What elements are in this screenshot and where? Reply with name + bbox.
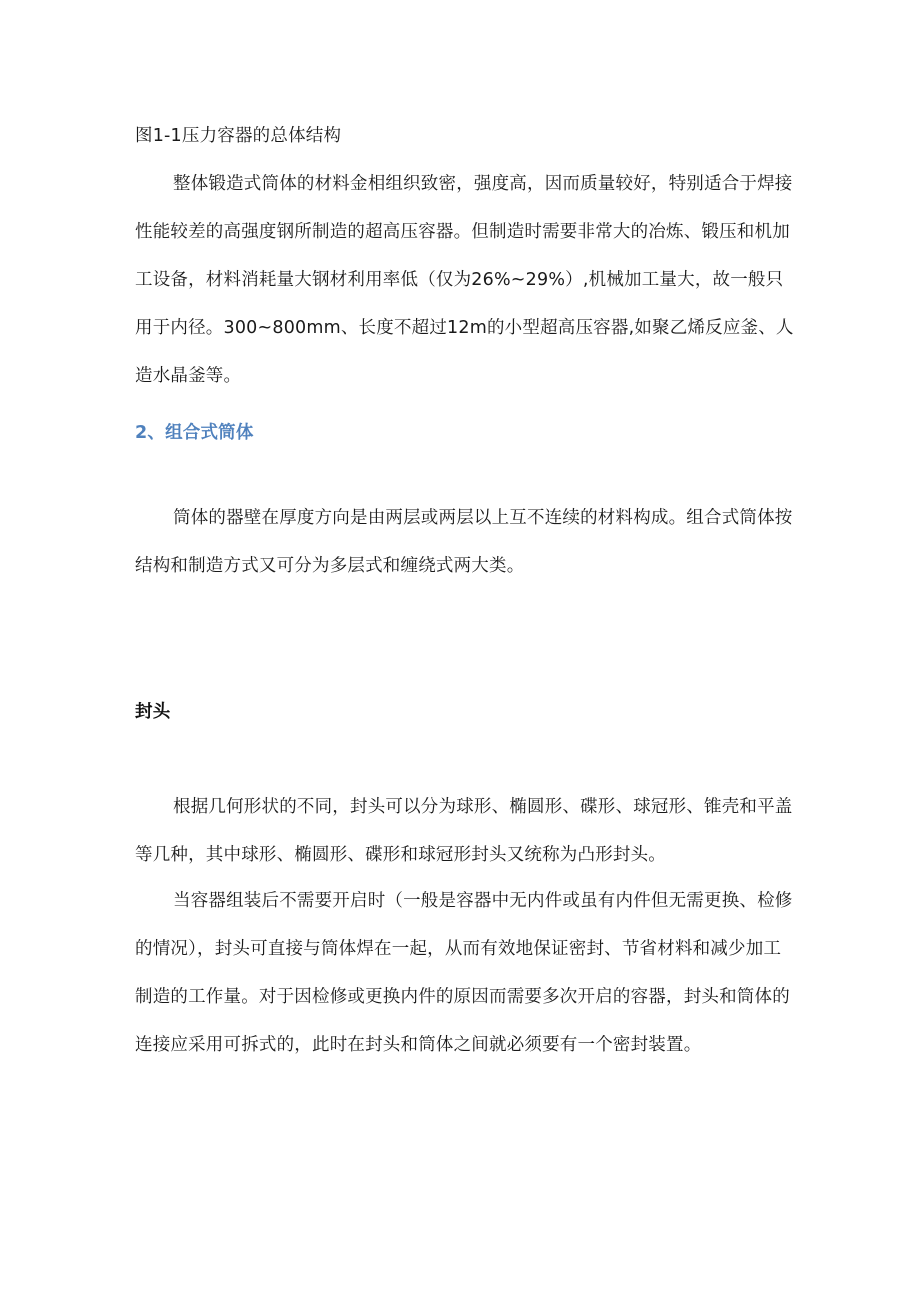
forging-paragraph: 整体锻造式筒体的材料金相组织致密，强度高，因而质量较好，特别适合于焊接性能较差的高强度钢所制造的超高压容器。但制造时需要非常大的冶炼、锻压和机加工设备，材料消耗量大钢材利用率低（仅为26%~29%）,机械加工量大，故一般只用于内径。300~800mm、长度不超过12m的小型超高压容器,如聚乙烯反应釜、人造水晶釜等。 xyxy=(135,174,794,386)
combined-shell-paragraph: 筒体的器壁在厚度方向是由两层或两层以上互不连续的材料构成。组合式筒体按结构和制造方式又可分为多层式和缠绕式两大类。 xyxy=(135,508,793,576)
head-shape-paragraph: 根据几何形状的不同，封头可以分为球形、椭圆形、碟形、球冠形、锥壳和平盖等几种，其中球形、椭圆形、碟形和球冠形封头又统称为凸形封头。 xyxy=(135,797,793,865)
section-heading-head: 封头 xyxy=(135,702,171,722)
head-connection-paragraph: 当容器组装后不需要开启时（一般是容器中无内件或虽有内件但无需更换、检修的情况），封头可直接与筒体焊在一起，从而有效地保证密封、节省材料和减少加工制造的工作量。对于因检修或更换内件的原因而需要多次开启的容器，封头和筒体的连接应采用可拆式的，此时在封头和筒体之间就必须要有一个密封装置。 xyxy=(135,891,793,1055)
section-heading-combined-shell: 2、组合式筒体 xyxy=(135,423,254,443)
figure-caption: 图1-1压力容器的总体结构 xyxy=(135,126,342,146)
